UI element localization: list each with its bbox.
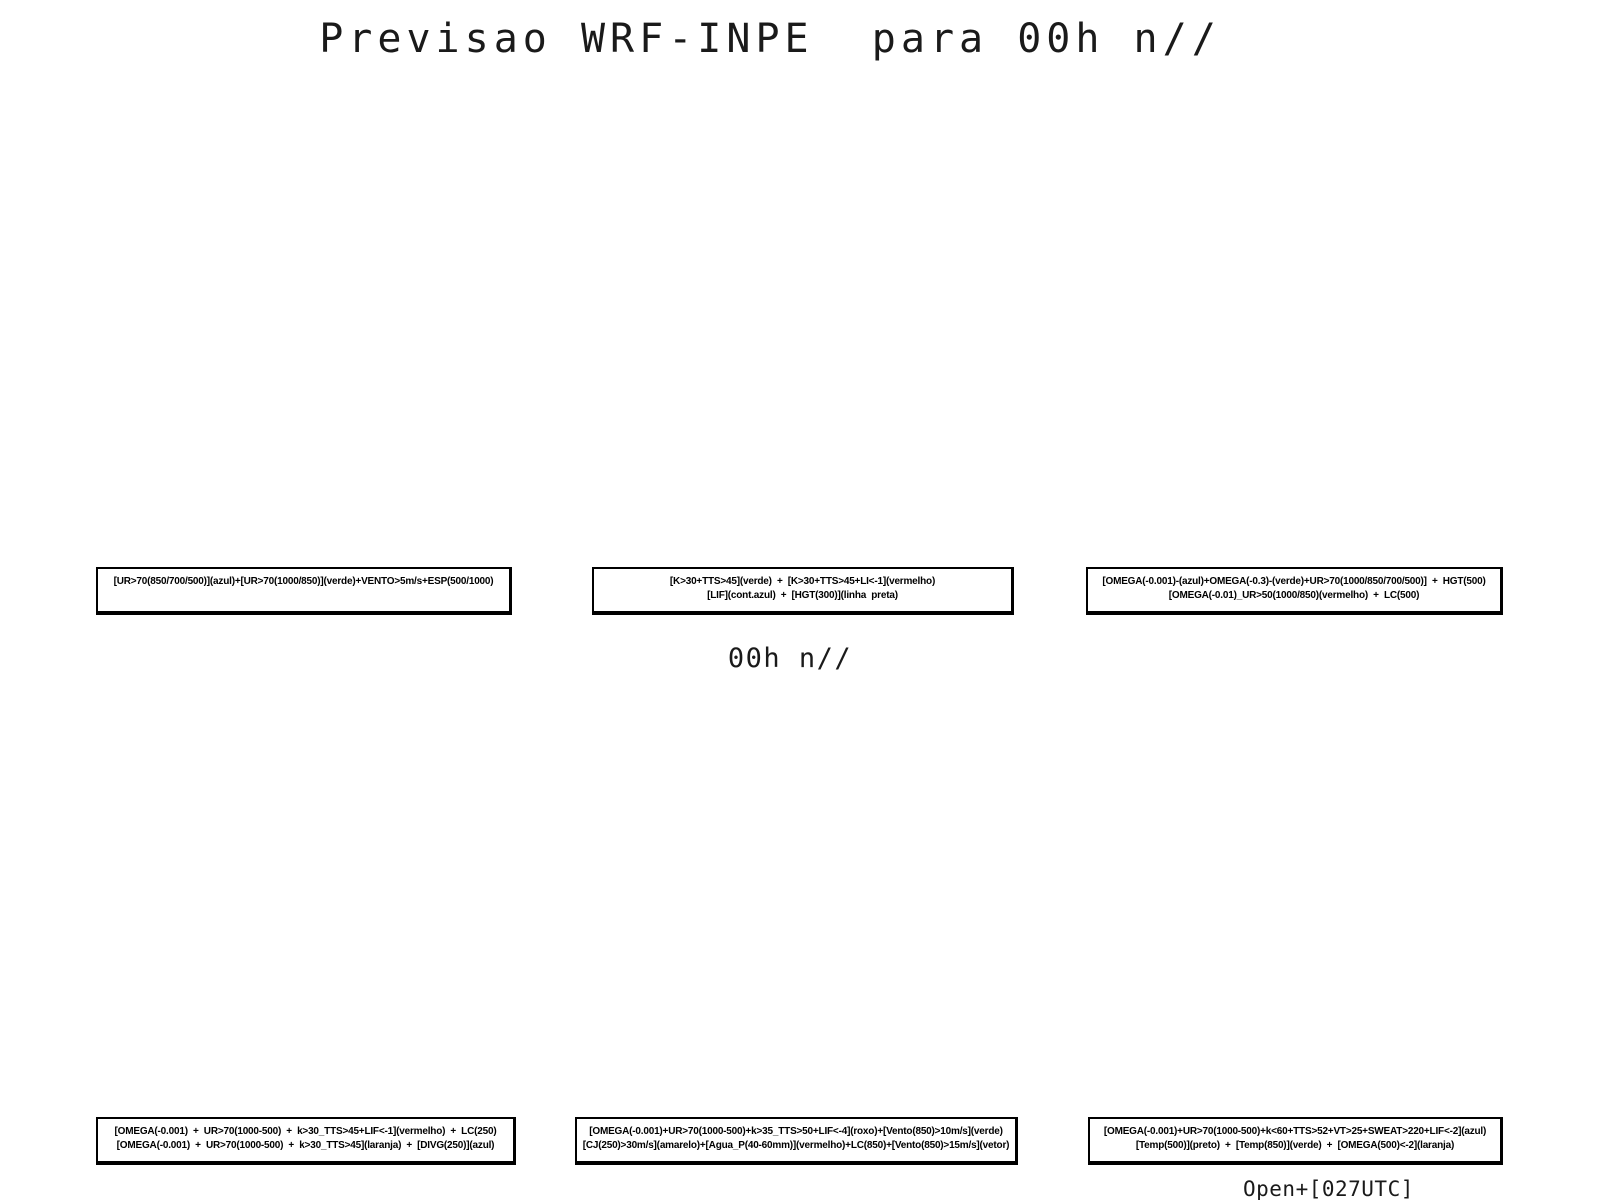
legend-line: [OMEGA(-0.001)-(azul)+OMEGA(-0.3)-(verde)+UR>70(1000/850/700/500)] + HGT(500)	[1102, 576, 1486, 587]
legend-box-bottom-right	[1088, 1117, 1503, 1165]
legend-box-top-center	[592, 567, 1014, 615]
open-utc-label: Open+[027UTC]	[1243, 1177, 1414, 1200]
hour-label: 00h n//	[727, 643, 853, 674]
legend-box-top-right	[1086, 567, 1503, 615]
legend-line: [Temp(500)](preto) + [Temp(850)](verde) + [OMEGA(500)<-2](laranja)	[1135, 1139, 1455, 1151]
legend-line: [OMEGA(-0.001) + UR>70(1000-500) + k>30_TTS>45](laranja) + [DIVG(250)](azul)	[116, 1139, 495, 1151]
legend-line: [K>30+TTS>45](verde) + [K>30+TTS>45+LI<-1](vermelho)	[669, 576, 936, 587]
legend-box-bottom-left	[96, 1117, 516, 1165]
legend-line: [OMEGA(-0.01)_UR>50(1000/850)(vermelho) + LC(500)	[1168, 589, 1420, 601]
legend-line: [CJ(250)>30m/s](amarelo)+[Agua_P(40-60mm)](vermelho)+LC(850)+[Vento(850)>15m/s](vetor)	[582, 1139, 1010, 1151]
legend-box-bottom-center	[575, 1117, 1018, 1165]
page-title: Previsao WRF-INPE para 00h n//	[319, 16, 1221, 62]
legend-line: [LIF](cont.azul) + [HGT(300)](linha preta)	[707, 589, 898, 601]
legend-line: [UR>70(850/700/500)](azul)+[UR>70(1000/850)](verde)+VENTO>5m/s+ESP(500/1000)	[113, 576, 494, 587]
legend-line: [OMEGA(-0.001) + UR>70(1000-500) + k>30_TTS>45+LIF<-1](vermelho) + LC(250)	[114, 1126, 497, 1137]
legend-box-top-left	[96, 567, 512, 615]
legend-line: [OMEGA(-0.001)+UR>70(1000-500)+k<60+TTS>52+VT>25+SWEAT>220+LIF<-2](azul)	[1103, 1126, 1487, 1137]
legend-line: [OMEGA(-0.001)+UR>70(1000-500)+k>35_TTS>50+LIF<-4](roxo)+[Vento(850)>10m/s](verde)	[589, 1126, 1003, 1137]
